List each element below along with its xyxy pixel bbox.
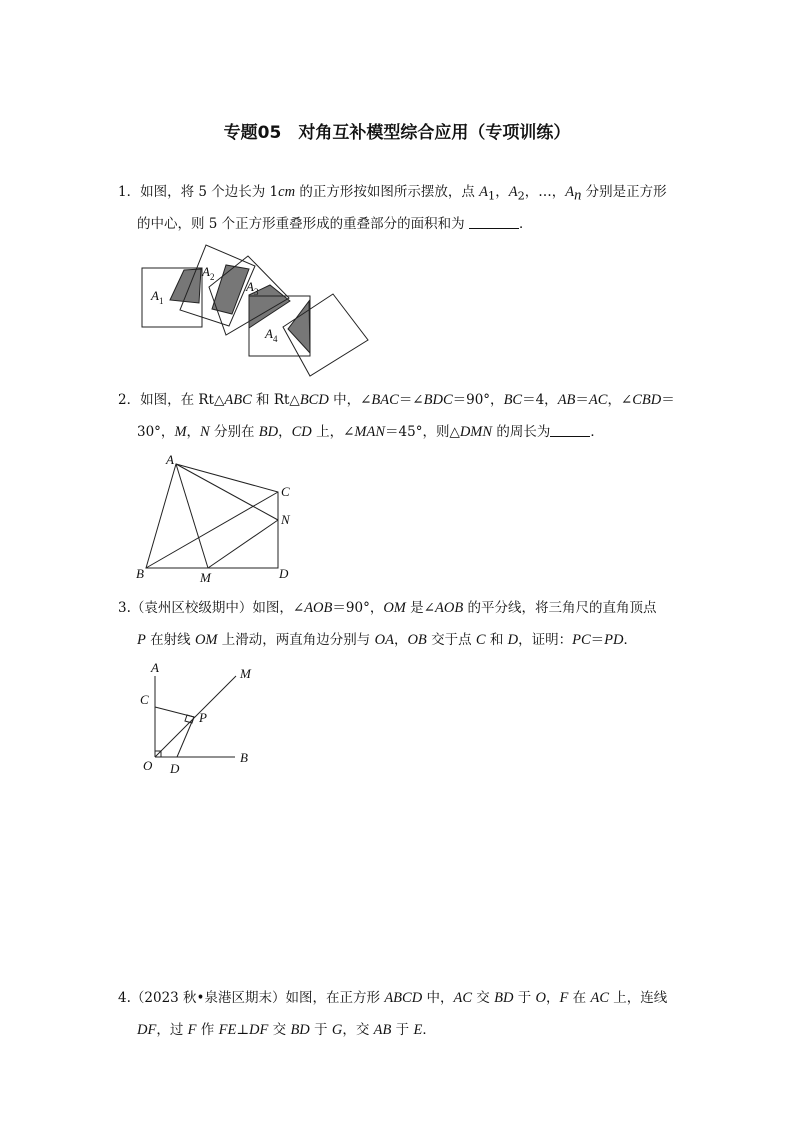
svg-text:A: A — [166, 452, 174, 467]
q3-line1: 3.（袁州区校级期中）如图，∠AOB＝90°，OM 是∠AOB 的平分线，将三角尺的直角顶点 — [118, 600, 657, 616]
svg-text:N: N — [281, 512, 290, 527]
q3-figure — [138, 660, 268, 775]
q1-line1: 1．如图，将 5 个边长为 1cm 的正方形按如图所示摆放，点 $A_1$，$A_2$，…，$A_n$ 分别是正方形 — [118, 184, 667, 204]
svg-text:O: O — [143, 758, 153, 773]
q2-line1: 2．如图，在 Rt△ABC 和 Rt△BCD 中，∠BAC＝∠BDC＝90°，BC＝4，AB＝AC，∠CBD＝ — [118, 392, 675, 408]
svg-text:A1: $A_1$ — [151, 288, 164, 306]
q3-line2: P 在射线 OM 上滑动，两直角边分别与 OA，OB 交于点 C 和 D，证明：PC＝PD． — [137, 632, 638, 648]
q2-number: 2． — [118, 392, 141, 408]
q1-number: 1． — [118, 184, 141, 200]
svg-text:B: B — [136, 566, 144, 581]
q3-lines — [155, 676, 236, 757]
q3-number: 3. — [118, 600, 131, 616]
q2-lines — [146, 464, 278, 568]
q4-line2: DF，过 F 作 FE⊥DF 交 BD 于 G，交 AB 于 E． — [137, 1022, 436, 1038]
answer-blank[interactable] — [550, 422, 590, 437]
svg-text:A3: $A_3$ — [246, 279, 259, 297]
q3-source: （袁州区校级期中） — [130, 600, 253, 616]
q2-figure — [133, 452, 303, 585]
svg-text:M: M — [200, 570, 211, 585]
q4-line1: 4.（2023 秋•泉港区期末）如图，在正方形 ABCD 中，AC 交 BD 于 O，F 在 AC 上，连线 — [118, 990, 668, 1006]
svg-text:A2: $A_2$ — [202, 264, 215, 282]
svg-text:B: B — [240, 750, 248, 765]
svg-text:A4: $A_4$ — [265, 326, 278, 344]
q1-shaded-regions — [170, 265, 310, 353]
q4-source: （2023 秋•泉港区期末） — [130, 990, 286, 1006]
svg-text:M: M — [240, 666, 251, 681]
q4-number: 4. — [118, 990, 131, 1006]
svg-text:C: C — [281, 484, 290, 499]
svg-text:C: C — [140, 692, 149, 707]
q1-figure — [140, 242, 380, 382]
svg-text:A: A — [151, 660, 159, 675]
answer-blank[interactable] — [469, 214, 519, 229]
svg-text:D: D — [170, 761, 180, 776]
q2-line2: 30°，M，N 分别在 BD，CD 上，∠MAN＝45°，则△DMN 的周长为 ． — [137, 424, 604, 440]
svg-text:D: D — [279, 566, 289, 581]
page-title: 专题05 对角互补模型综合应用（专项训练） — [223, 123, 571, 143]
svg-text:P: P — [199, 710, 207, 725]
q2-labels — [136, 452, 291, 585]
q1-line2: 的中心，则 5 个正方形重叠形成的重叠部分的面积和为 ． — [137, 216, 533, 232]
